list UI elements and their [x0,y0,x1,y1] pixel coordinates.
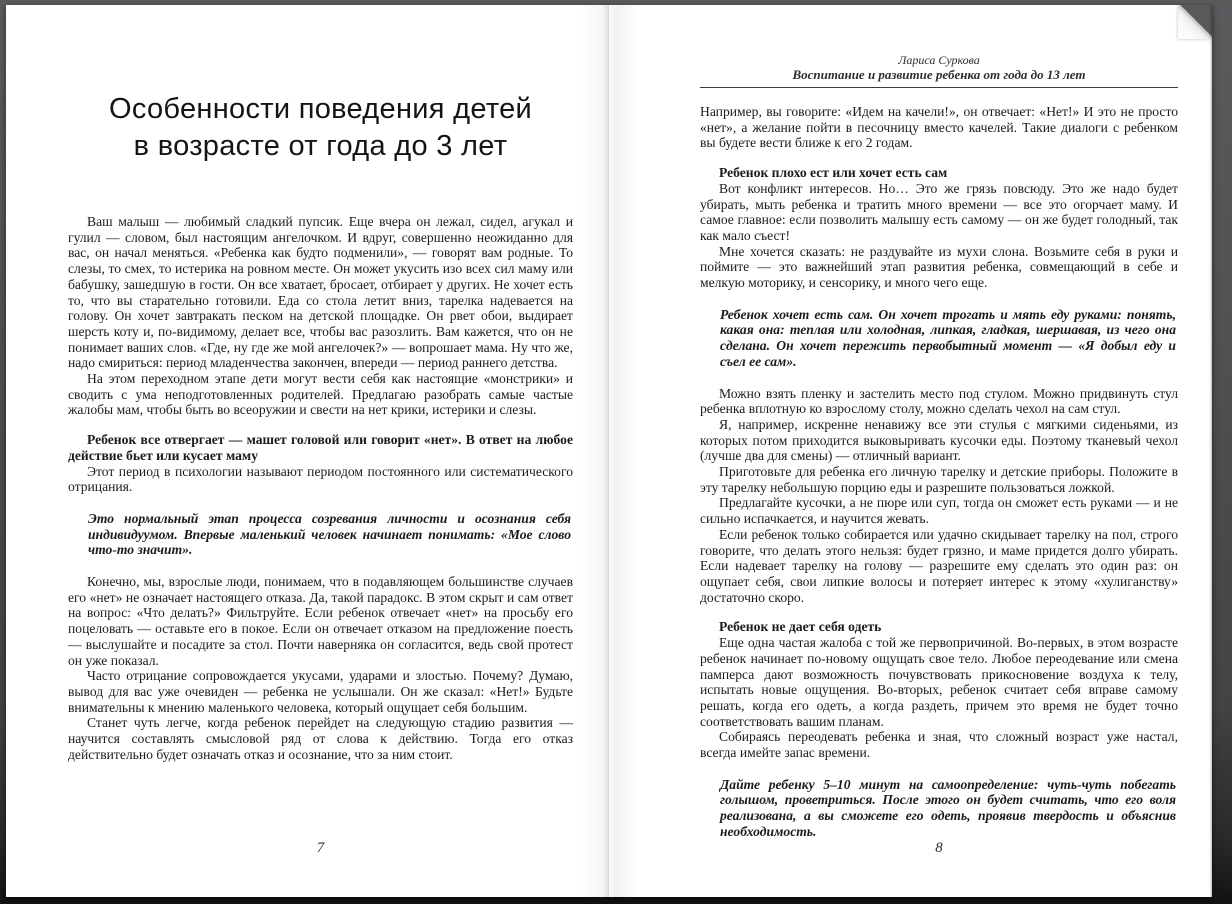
paragraph: Например, вы говорите: «Идем на качели!», он отвечает: «Нет!» И это не просто «нет», а желание пойти в песочницу вместо качелей. Такие диалоги с ребенком вы будете вести ближе к его 2 годам. [700,104,1178,151]
running-header-rule [700,87,1178,88]
section-heading: Ребенок плохо ест или хочет есть сам [719,165,948,181]
paragraph: Станет чуть легче, когда ребенок перейдет на следующую стадию развития — научится составлять смысловой ряд от слова к действию. Тогда его отказ действительно будет означать отказ и осознание, что за ним стоит. [68,715,573,762]
paragraph: На этом переходном этапе дети могут вести себя как настоящие «монстрики» и сводить с ума неподготовленных родителей. Предлагаю разобрать самые частые жалобы мам, чтобы быть во всеоружии и свести на нет крики, истерики и слезы. [68,371,573,418]
running-header-author: Лариса Суркова [898,53,980,67]
page-number-left: 7 [316,840,325,856]
block-quote: Ребенок хочет есть сам. Он хочет трогать и мять еду руками: понять, какая она: теплая или холодная, липкая, гладкая, шершавая, из чего она сделана. Он хочет пережить первобытный момент — «Я добыл еду и съел ее сам». [720,306,1176,369]
paragraph: Приготовьте для ребенка его личную тарелку и детские приборы. Положите в эту тарелку небольшую порцию еды и разрешите пользоваться ложкой. [700,464,1178,495]
paragraph: Собираясь переодевать ребенка и зная, что сложный возраст уже настал, всегда имейте запас времени. [700,729,1178,761]
paragraph: Можно взять пленку и застелить место под стулом. Можно придвинуть стул ребенка вплотную ко взрослому столу, можно сделать чехол на сам стул. [700,385,1178,417]
page-curl-corner[interactable] [1178,5,1212,39]
page-right-body [700,104,1178,840]
running-header-book-title: Воспитание и развитие ребенка от года до 13 лет [792,67,1086,82]
paragraph: Еще одна частая жалоба с той же первопричиной. Во-первых, в этом возрасте ребенок начинает по-новому ощущать свое тело. Любое переодевание или смена памперса дают возможность почувствовать прикосновение воздуха к телу, испытать новые ощущения. Во-вторых, ребенок считает себя вправе самому решать, когда его одеть, а когда раздеть, причем это время не будет точно соответствовать вашим планам. [700,635,1178,729]
paragraph: Вот конфликт интересов. Но… Это же грязь повсюду. Это же надо будет убирать, мыть ребенка и тратить много времени — все это огорчает маму. И самое главное: если позволить малышу есть самому — он же будет голодный, так как мало съест! [700,180,1178,243]
paragraph: Я, например, искренне ненавижу все эти стулья с мягкими сиденьями, из которых потом приходится выковыривать кусочки еды. Поэтому тканевый чехол (лучше два для смены) — отличный вариант. [700,416,1178,464]
page-right [609,5,1212,897]
chapter-title-line2: в возрасте от года до 3 лет [133,130,508,162]
page-left-content [68,5,573,763]
paragraph: Предлагайте кусочки, а не пюре или суп, тогда он сможет есть руками — и не сильно испачкается, и научится жевать. [700,495,1178,527]
book-spread [6,5,1212,897]
paragraph: Этот период в психологии называют периодом постоянного или систематического отрицания. [68,463,573,495]
chapter-title [68,91,573,165]
page-left [6,5,609,897]
block-quote: Дайте ребенку 5–10 минут на самоопределение: чуть-чуть побегать голышом, проветриться. После этого он будет считать, что его воля реализована, а вы сможете его одеть, проявив твердость и объяснив необходимость. [720,776,1176,839]
paragraph: Часто отрицание сопровождается укусами, ударами и злостью. Почему? Думаю, вывод для вас уже очевиден — ребенка не услышали. Он же сказал: «Нет!» Будьте внимательны к мнению маленького человека, который ощущает себя большим. [68,668,573,715]
chapter-title-line1: Особенности поведения детей [108,93,533,125]
page-right-content [700,5,1178,856]
section-heading: Ребенок все отвергает — машет головой или говорит «нет». В ответ на любое действие бьет или кусает маму [68,432,573,463]
running-header [700,53,1178,88]
paragraph: Если ребенок только собирается или удачно скидывает тарелку на пол, строго говорите, что делать этого нельзя: будет грязно, и маме придется долго убирать. Если надевает тарелку на голову — разрешите ему сделать это один раз: он ощупает себя, свои липкие волосы и потеряет интерес к этому «хулиганству» достаточно скоро. [700,526,1178,605]
page-number-right: 8 [935,840,943,856]
paragraph: Ваш малыш — любимый сладкий пупсик. Еще вчера он лежал, сидел, агукал и гулил — словом, был настоящим ангелочком. И вдруг, совершенно неожиданно для вас, он начал меняться. «Ребенка как будто подменили», — говорят вам родные. То слезы, то смех, то истерика на ровном месте. Он может укусить изо всех сил маму или бабушку, зашедшую в гости. Он все хватает, бросает, отбирает у других. Не хочет есть то, что вы старательно готовили. Еда со стола летит вниз, тарелка надевается на голову. Он хочет завтракать песком на детской площадке. Он рвет обои, выдирает шерсть коту и, по-видимому, делает все, чтобы вас разозлить. Вам кажется, что он не понимает ваших слов. «Где, ну где же мой ангелочек?» — вопрошает мама. Ну что же, надо смириться: период младенчества закончен, впереди — период раннего детства. [68,214,573,371]
paragraph: Мне хочется сказать: не раздувайте из мухи слона. Возьмите себя в руки и поймите — это важнейший этап развития ребенка, совмещающий в себе и мелкую моторику, и сенсорику, и много чего еще. [700,243,1178,291]
block-quote: Это нормальный этап процесса созревания личности и осознания себя индивидуумом. Впервые маленький человек начинает понимать: «Мое слово что-то значит». [88,510,571,558]
page-left-body [68,214,573,763]
section-heading: Ребенок не дает себя одеть [719,619,882,635]
paragraph: Конечно, мы, взрослые люди, понимаем, что в подавляющем большинстве случаев его «нет» не означает настоящего отказа. Да, такой парадокс. В этом скрыт и сам ответ на вопрос: «Что делать?» Фильтруйте. Если ребенок отвечает «нет» на просьбу его поцеловать — оставьте его в покое. Если он отвечает отказом на предложение поесть — выслушайте и посадите за стол. Почти наверняка он согласится, ведь свой протест он уже показал. [68,574,573,668]
